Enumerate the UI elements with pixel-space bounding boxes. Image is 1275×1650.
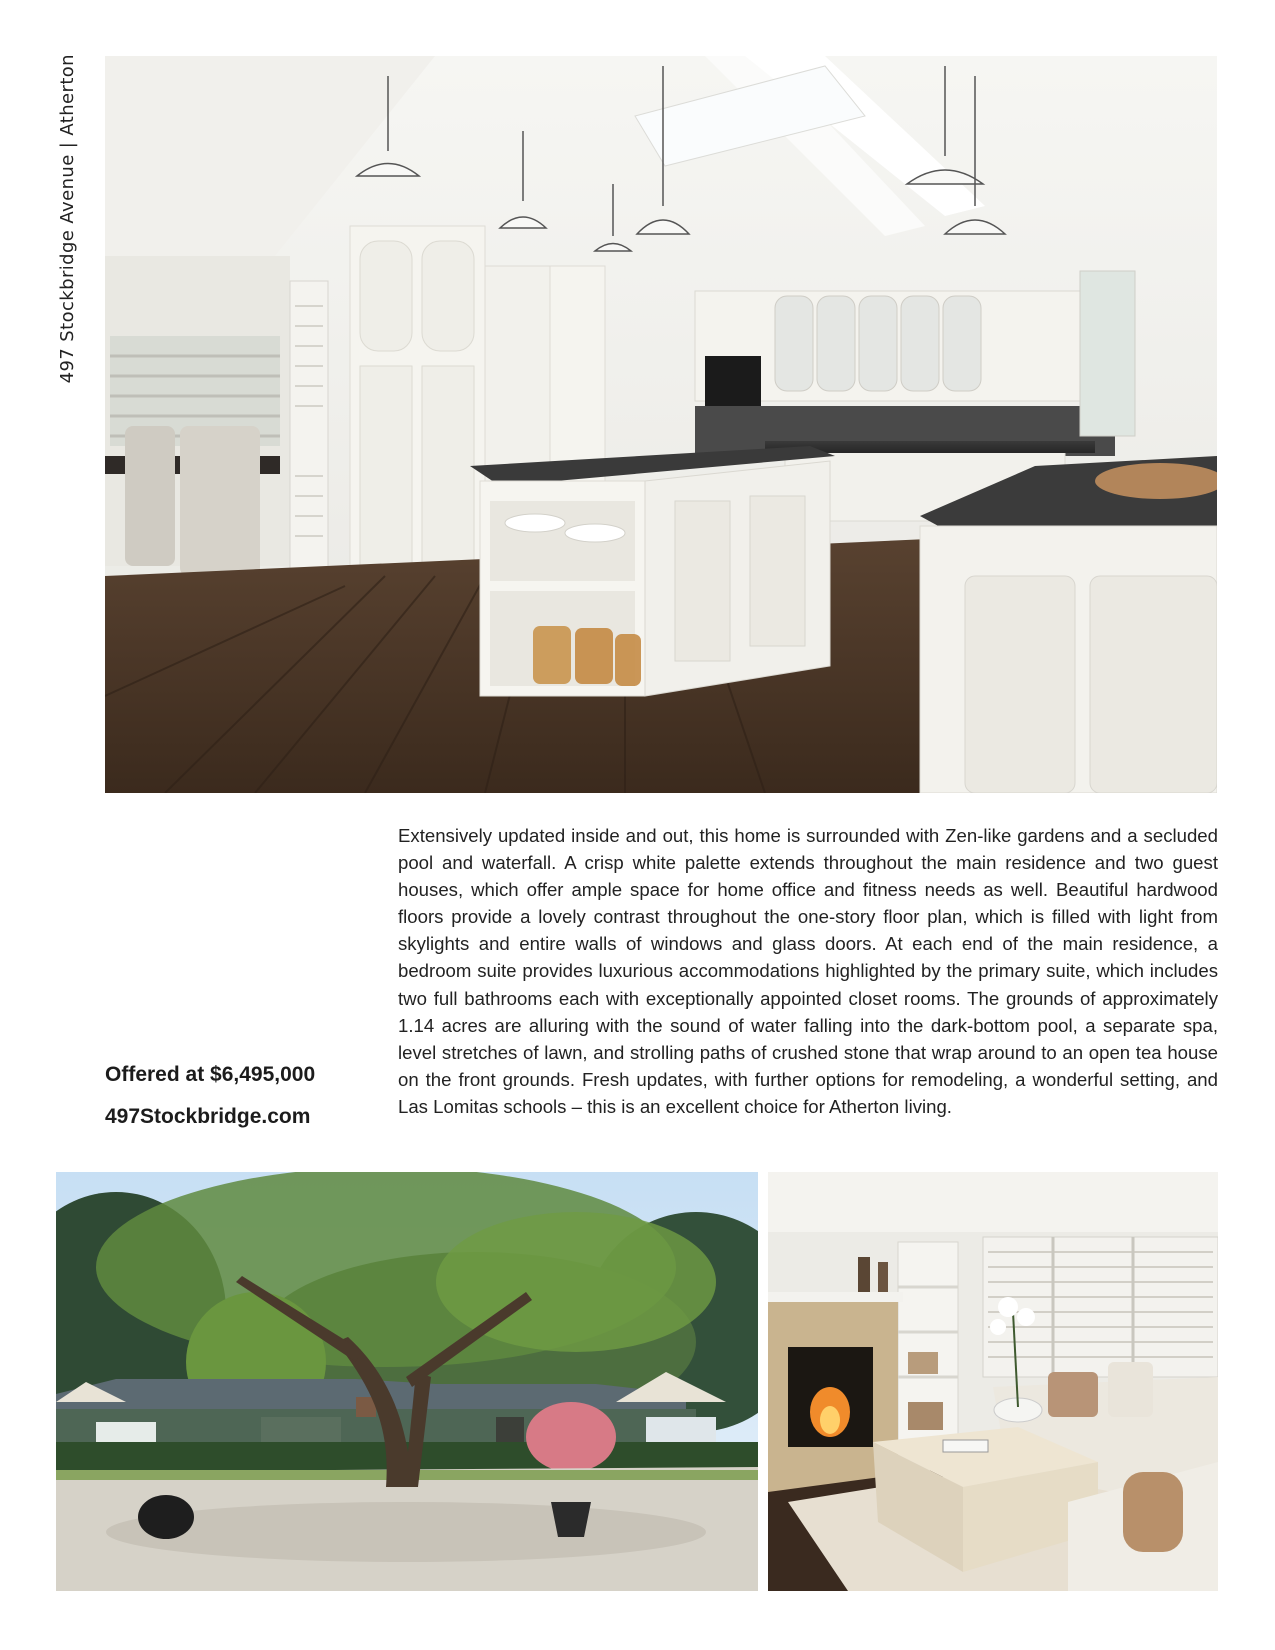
side-caption xyxy=(52,54,84,431)
living-room-photo xyxy=(768,1172,1218,1591)
website-link[interactable]: 497Stockbridge.com xyxy=(105,1105,311,1128)
price-label: Offered at $6,495,000 xyxy=(105,1063,316,1086)
address-caption: 497 Stockbridge Avenue | Atherton xyxy=(57,54,78,384)
kitchen-photo xyxy=(105,56,1217,793)
property-description: Extensively updated inside and out, this home is surrounded with Zen-like gardens and a secluded pool and waterfall. A crisp white palette extends throughout the main residence and two guest houses, which offer ample space for home office and fitness needs as well. Beautiful hardwood floors provide a lovely contrast throughout the one-story floor plan, which is filled with light from skylights and entire walls of windows and glass doors. At each end of the main residence, a bedroom suite provides luxurious accommodations highlighted by the primary suite, which includes two full bathrooms each with exceptionally appointed closet rooms. The grounds of approximately 1.14 acres are alluring with the sound of water falling into the dark-bottom pool, a separate spa, level stretches of lawn, and strolling paths of crushed stone that wrap around to an open tea house on the front grounds. Fresh updates, with further options for remodeling, a wonderful setting, and Las Lomitas schools – this is an excellent choice for Atherton living. xyxy=(398,825,1218,1117)
exterior-photo xyxy=(56,1172,758,1591)
